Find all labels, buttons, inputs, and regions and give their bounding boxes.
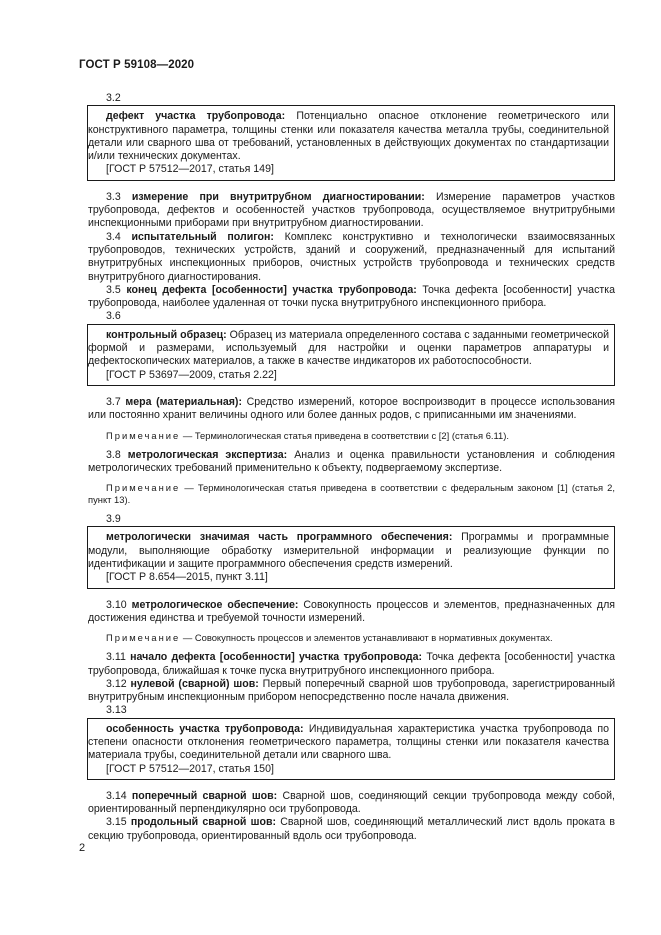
entry-3-15: [88, 816, 615, 843]
entry-number: 3.13: [106, 704, 127, 717]
entry-number: 3.3: [106, 190, 121, 203]
entry-body: [88, 110, 609, 163]
boxed-entry-3-6: [87, 324, 615, 386]
entry-term: измерение при внутритрубном диагностировании:: [131, 190, 425, 203]
entry-note: [88, 632, 615, 644]
entry-term: нулевой (сварной) шов:: [130, 677, 259, 690]
entry-term: метрологическое обеспечение:: [131, 598, 299, 611]
entry-source: [ГОСТ Р 57512—2017, статья 150]: [106, 762, 274, 775]
entry-term: продольный сварной шов:: [130, 816, 276, 829]
entry-number: 3.4: [106, 230, 121, 243]
note-label: Примечание: [106, 429, 181, 441]
note-text: — Терминологическая статья приведена в соответствии с федеральным законом [1] (статья 2, пункт 13).: [88, 482, 615, 506]
entry-definition: Средство измерений, которое воспроизводит в процессе использования или постоянно хранит величины одного или более данных родов, с приписанными им значениями.: [88, 395, 615, 422]
boxed-entry-3-13: [87, 718, 615, 780]
entry-note: [88, 430, 615, 442]
boxed-entry-3-9: [87, 526, 615, 588]
entry-definition: Образец из материала определенного состава с заданными геометрической формой и размерами, используемый для настройки и оценки параметров аппаратуры и дефектоскопических материалов, а также в качестве индикаторов их работоспособности.: [88, 328, 609, 368]
page-number: 2: [79, 842, 86, 854]
entry-body: [88, 723, 609, 763]
entry-note: [88, 482, 615, 506]
entry-definition: Совокупность процессов и элементов, предназначенных для достижения единства и требуемой точности измерений.: [88, 598, 616, 624]
entry-body: [88, 531, 609, 571]
entry-number: 3.11: [106, 651, 126, 664]
entry-number: 3.15: [106, 816, 127, 829]
entry-definition: Программы и программные модули, выполняющие обработку измерительной информации и реализующие функции по идентификации и защите программного обеспечения средств измерений.: [88, 531, 609, 571]
entry-term: испытательный полигон:: [131, 230, 274, 243]
entry-term: поперечный сварной шов:: [131, 789, 278, 802]
note-text: — Совокупность процессов и элементов устанавливают в нормативных документах.: [180, 632, 553, 644]
entry-3-4: [88, 231, 615, 284]
page-content: [88, 92, 615, 843]
entry-3-10: [88, 599, 615, 626]
entry-term: метрологически значимая часть программного обеспечения:: [106, 531, 453, 544]
entry-3-7: [88, 396, 615, 423]
entry-definition: Потенциально опасное отклонение геометрического или конструктивного параметра, толщины стенки или показателя качества металла трубы, соединительной детали или сварного шва от требований, установленных в действующих документах по стандартизации и/или технических документах.: [88, 110, 609, 163]
entry-number: 3.7: [106, 395, 121, 408]
entry-definition: Измерение параметров участков трубопровода, дефектов и особенностей участков трубопровода, осуществляемое внутритрубными инспекционными приборами при внутритрубном диагностировании.: [88, 190, 615, 230]
entry-definition: Анализ и оценка правильности установления и соблюдения метрологических требований применительно к объекту, подвергаемому экспертизе.: [88, 448, 616, 474]
entry-3-14: [88, 790, 615, 817]
entry-term: метрологическая экспертиза:: [127, 448, 288, 461]
entry-definition: Индивидуальная характеристика участка трубопровода по степени опасности отклонения геометрического параметра, толщины стенки или показателя качества материала трубы, соединительной детали или сварного шва.: [88, 722, 609, 762]
entry-3-8: [88, 449, 615, 476]
entry-number: 3.14: [106, 789, 127, 802]
note-label: Примечание: [106, 632, 181, 644]
entry-term: начало дефекта [особенности] участка трубопровода:: [130, 651, 423, 664]
entry-term: контрольный образец:: [106, 328, 227, 341]
entry-3-3: [88, 191, 615, 231]
boxed-entry-3-2: [87, 105, 615, 180]
entry-body: [88, 329, 609, 369]
entry-term: особенность участка трубопровода:: [106, 722, 304, 735]
entry-number: 3.8: [106, 448, 121, 461]
entry-number: 3.10: [106, 598, 127, 611]
entry-source: [ГОСТ Р 8.654—2015, пункт 3.11]: [106, 571, 268, 584]
entry-definition: Точка дефекта [особенности] участка трубопровода, наиболее удаленная от точки пуска внутритрубного инспекционного прибора.: [88, 283, 615, 310]
note-label: Примечание: [106, 482, 181, 494]
entry-3-5: [88, 284, 615, 311]
entry-number: 3.12: [106, 677, 127, 690]
entry-definition: Комплекс конструктивно и технологически взаимосвязанных трубопроводов, технических устройств, зданий и сооружений, предназначенный для испытаний внутритрубных инспекционных приборов, очистных устройств трубопровода и технических средств внутритрубного диагностирования.: [88, 230, 615, 283]
entry-source: [ГОСТ Р 57512—2017, статья 149]: [106, 163, 274, 176]
entry-definition: Первый поперечный сварной шов трубопровода, зарегистрированный внутритрубным инспекционным прибором непосредственно после начала движения.: [88, 677, 615, 704]
entry-source: [ГОСТ Р 53697—2009, статья 2.22]: [106, 368, 277, 381]
entry-number: 3.5: [106, 283, 121, 296]
entry-term: дефект участка трубопровода:: [106, 110, 286, 123]
note-text: — Терминологическая статья приведена в соответствии с [2] (статья 6.11).: [180, 429, 509, 441]
entry-term: конец дефекта [особенности] участка трубопровода:: [126, 283, 417, 296]
entry-term: мера (материальная):: [125, 395, 242, 408]
entry-number: 3.2: [106, 92, 121, 104]
standard-header: ГОСТ Р 59108—2020: [79, 59, 195, 71]
entry-number: 3.6: [106, 310, 121, 323]
entry-3-12: [88, 678, 615, 705]
entry-definition: Точка дефекта [особенности] участка трубопровода, ближайшая к точке пуска внутритрубного инспекционного прибора.: [88, 651, 615, 677]
entry-definition: Сварной шов, соединяющий металлический лист вдоль проката в секцию трубопровода, ориентированный вдоль оси трубопровода.: [88, 816, 616, 842]
entry-number: 3.9: [106, 513, 121, 526]
entry-3-11: [88, 651, 615, 678]
entry-definition: Сварной шов, соединяющий секции трубопровода между собой, ориентированный перпендикулярно оси трубопровода.: [88, 789, 615, 816]
